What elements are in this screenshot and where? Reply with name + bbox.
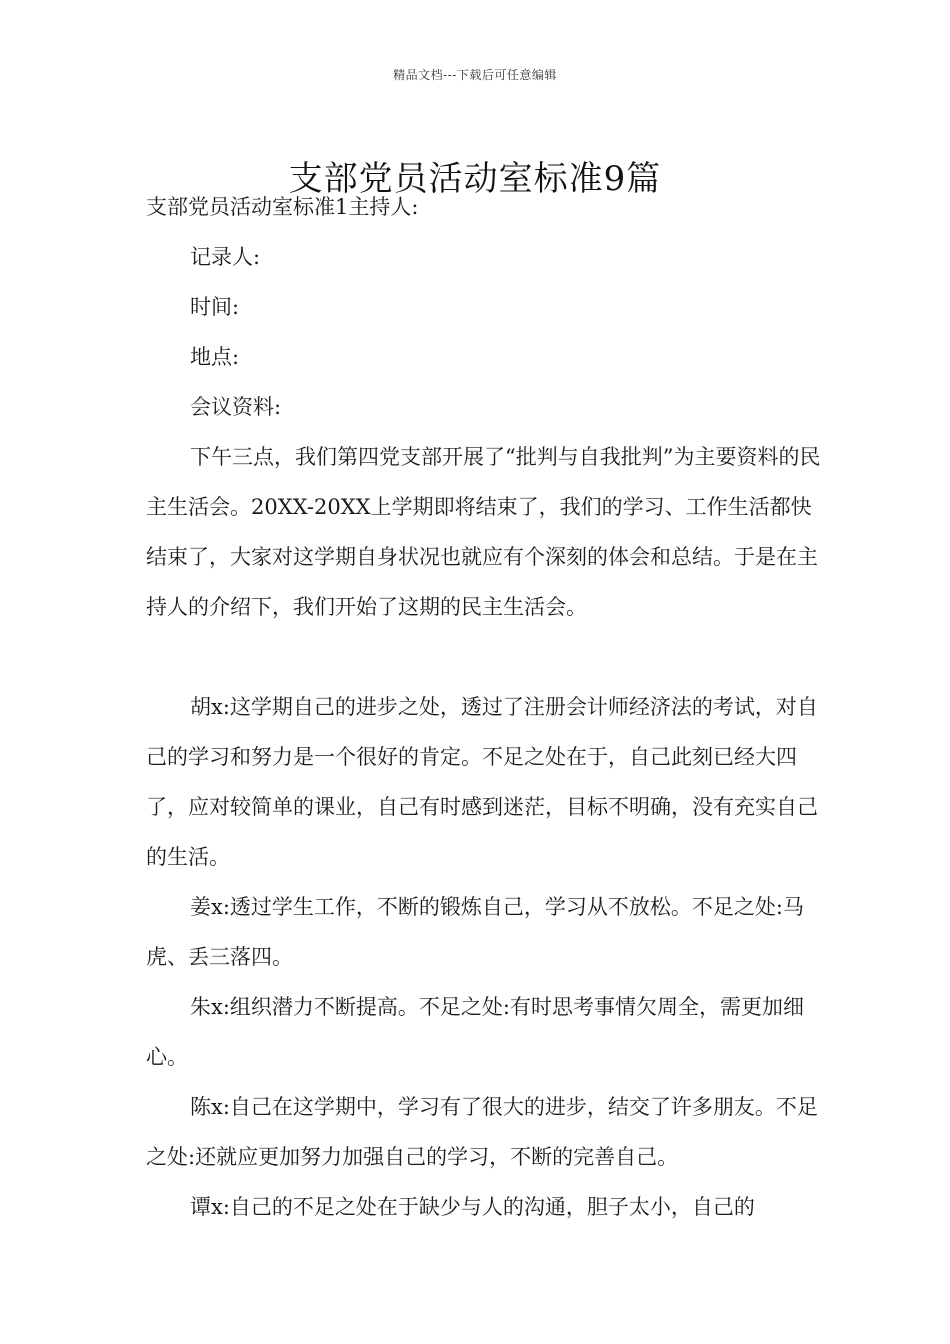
paragraph-location: 地点: [190, 345, 240, 369]
paragraph-meeting-material: 会议资料: [190, 395, 282, 419]
blank-line [146, 632, 826, 682]
paragraph-speaker-hu: 胡x:这学期自己的进步之处，透过了注册会计师经济法的考试，对自己的学习和努力是一个很好的肯定。不足之处在于，自己此刻已经大四了，应对较简单的课业，自己有时感到迷茫，目标不明确，没有充实自己的生活。 [146, 695, 818, 869]
paragraph-speaker-chen: 陈x:自己在这学期中，学习有了很大的进步，结交了许多朋友。不足之处:还就应更加努力加强自己的学习，不断的完善自己。 [146, 1095, 818, 1169]
paragraph-intro: 支部党员活动室标准1主持人: [146, 195, 419, 219]
header-note: 精品文档---下载后可任意编辑 [393, 68, 557, 82]
paragraph-speaker-jiang: 姜x:透过学生工作，不断的锻炼自己，学习从不放松。不足之处:马虎、丢三落四。 [146, 895, 804, 969]
document-title: 支部党员活动室标准9篇 [288, 158, 662, 199]
paragraph-recorder: 记录人: [190, 245, 261, 269]
document-body [146, 182, 826, 1232]
paragraph-summary: 下午三点，我们第四党支部开展了“批判与自我批判”为主要资料的民主生活会。20XX-20XX上学期即将结束了，我们的学习、工作生活都快结束了，大家对这学期自身状况也就应有个深刻的体会和总结。于是在主持人的介绍下，我们开始了这期的民主生活会。 [146, 445, 821, 619]
paragraph-speaker-zhu: 朱x:组织潜力不断提高。不足之处:有时思考事情欠周全，需更加细心。 [146, 995, 804, 1069]
paragraph-time: 时间: [190, 295, 240, 319]
paragraph-speaker-tan: 谭x:自己的不足之处在于缺少与人的沟通，胆子太小，自己的 [190, 1195, 755, 1219]
